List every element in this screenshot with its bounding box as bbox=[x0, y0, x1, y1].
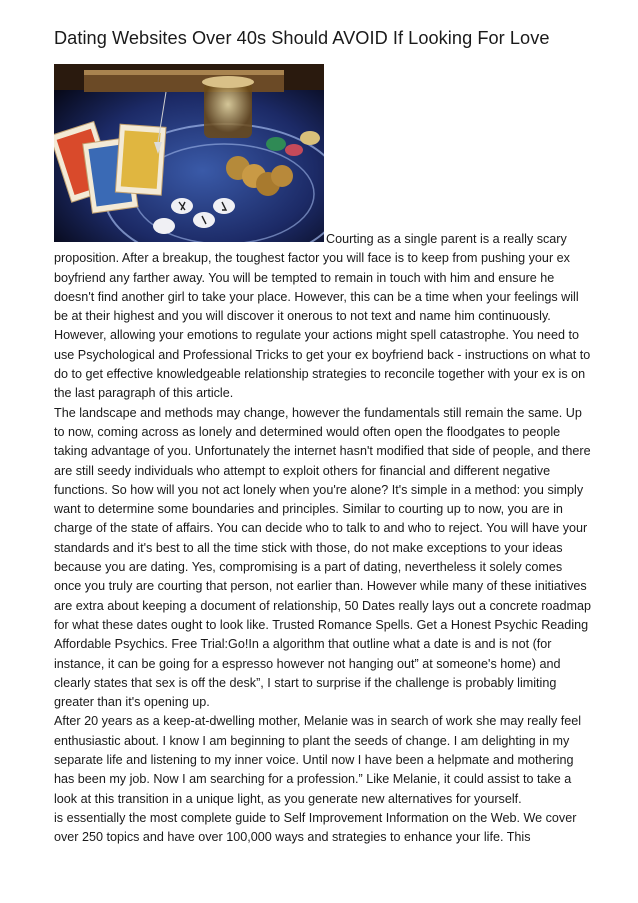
paragraph: The landscape and methods may change, however the fundamentals still remain the same. Up to now, coming across as lonely and determined would often open the floodgates to people taking advantage of you. Unfortunately the internet hasn't modified that side of people, and there are still seedy individuals who attempt to exploit others for financial and different negative functions. So how will you not act lonely when you're alone? It's simple in a method: you simply want to determine some boundaries and principles. Similar to courting up to now, you are in charge of the state of affairs. You can decide who to talk to and who to reject. You will have your standards and it's best to all the time stick with those, do not make exceptions to your ideas because you are dating. Yes, compromising is a part of dating, nevertheless it solely comes once you truly are courting that person, not earlier than. However while many of these initiatives are extra about keeping a document of relationship, 50 Dates really lays out a concrete roadmap for what these dates ought to look like. Trusted Romance Spells. Get a Honest Psychic Reading Affordable Psychics. Free Trial:Go!In a algorithm that outline what a date is and is not (for instance, it can be going for a espresso however not hanging out” at someone's home) and clearly states that sex is off the desk”, I start to surprise if the challenge is probably limiting greater than it's opening up. bbox=[54, 405, 591, 710]
paragraph: After 20 years as a keep-at-dwelling mother, Melanie was in search of work she may really feel enthusiastic about. I know I am beginning to plant the seeds of change. I am delighting in my separate life and listening to my inner voice. Until now I have been a helpmate and mothering has been my job. Now I am searching for a profession.” Like Melanie, it could assist to take a look at this transition in a unique light, as you generate new alternatives for yourself. bbox=[54, 714, 582, 806]
tarot-photo bbox=[54, 64, 324, 242]
paragraph: is essentially the most complete guide to Self Improvement Information on the Web. We cover over 250 topics and have over 100,000 ways and strategies to enhance your life. This bbox=[54, 810, 577, 845]
image-float-spacer bbox=[54, 230, 326, 246]
article-body bbox=[54, 230, 592, 848]
photo-icon bbox=[54, 64, 324, 242]
page-title: Dating Websites Over 40s Should AVOID If Looking For Love bbox=[54, 28, 550, 48]
paragraph-text: Courting as a single parent is a really scary proposition. After a breakup, the toughest factor you will face is to keep from pushing your ex boyfriend any farther away. You will be tempted to remain in touch with him and ensure he doesn't find another girl to take your place. However, this can be a time when your feelings will be at their highest and you will discover it onerous to not text and name him continuously. However, allowing your emotions to regulate your actions might spell catastrophe. You need to use Psychological and Professional Tricks to get your ex boyfriend back - instructions on what to do to get effective knowledgeable relationship strategies to reconcile together with your ex is on the last paragraph of this article. bbox=[54, 232, 591, 401]
paragraph bbox=[54, 230, 592, 404]
